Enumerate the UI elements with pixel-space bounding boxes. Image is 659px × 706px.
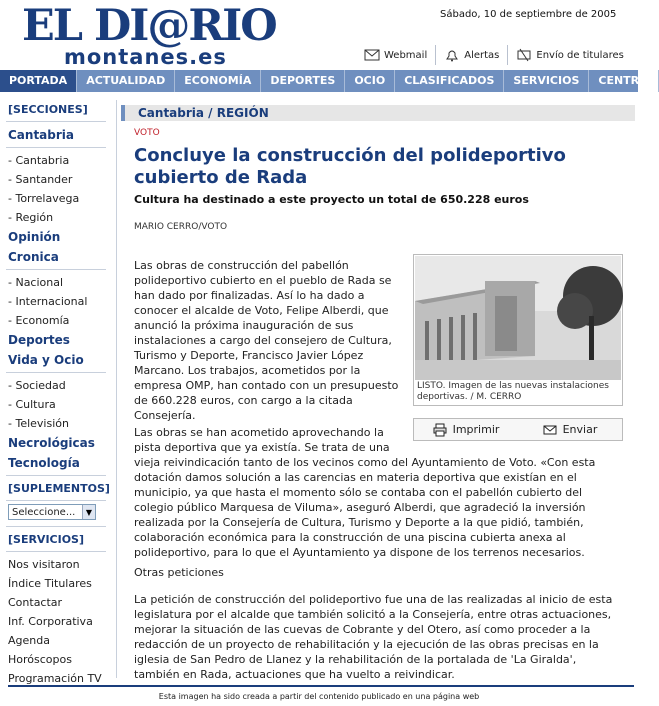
sidebar-item-torrelavega[interactable]: - Torrelavega [8, 192, 80, 205]
sidebar-item-nos-visitaron[interactable]: Nos visitaron [8, 558, 80, 571]
nav-centro[interactable]: CENTRO [589, 70, 658, 92]
nav-portada[interactable]: PORTADA [0, 70, 77, 92]
breadcrumb[interactable]: Cantabria / REGIÓN [138, 106, 269, 120]
photo-caption: LISTO. Imagen de las nuevas instalaciones deportivas. / M. CERRO [417, 381, 609, 402]
divider [6, 269, 106, 270]
nav-deportes[interactable]: DEPORTES [261, 70, 345, 92]
divider [6, 526, 106, 527]
article-photo [413, 254, 623, 406]
sidebar-cantabria[interactable]: Cantabria [8, 128, 74, 142]
divider [6, 121, 106, 122]
envio-titulares-link[interactable] [507, 45, 631, 65]
sidebar-necrologicas[interactable]: Necrológicas [8, 436, 95, 450]
sidebar-item-sociedad[interactable]: - Sociedad [8, 379, 66, 392]
article-paragraph-1: Las obras de construcción del pabellón polideportivo cubierto en el pueblo de Rada se han dado por finalizadas. Así lo ha dado a conocer el alcalde de Voto, Felipe Alberdi, que anunció la próxima inauguración de sus instalaciones a cargo del consejero de Cultura, Turismo y Deporte, Francisco Javier López Marcano. Los trabajos, acometidos por la empresa OMP, han contado con un presupuesto de 660.228 euros, con cargo a la citada Consejería. [134, 259, 399, 422]
footer-note: Esta imagen ha sido creada a partir del contenido publicado en una página web [158, 692, 480, 701]
divider [6, 372, 106, 373]
sidebar-deportes[interactable]: Deportes [8, 333, 70, 347]
divider [6, 551, 106, 552]
sidebar-item-economia[interactable]: - Economía [8, 314, 70, 327]
alertas-label: Alertas [464, 49, 500, 61]
article-section-heading: Otras peticiones [134, 566, 224, 579]
article-paragraph-3: La petición de construcción del polideportivo fue una de las realizadas al inicio de esta legislatura por el alcalde que también solicitó a la Consejería, entre otras actuaciones, mejorar la situación de las cuevas de Cobrante y del Otero, así como proceder a la redacción de un proyecto de rehabilitación y la ejecución de las obras precisas en la iglesia de San Pedro de Llanez y la rehabilitación de la portalada de 'La Giralda', también en Rada, actuaciones que ha vuelto a reivindicar. [134, 593, 613, 681]
site-header [0, 0, 638, 68]
sidebar-item-inf-corporativa[interactable]: Inf. Corporativa [8, 615, 93, 628]
sidebar-item-cultura[interactable]: - Cultura [8, 398, 56, 411]
article-paragraph-2-rest: vieja reivindicación tanto de los vecinos como del Ayuntamiento de Voto. «Con esta dotación damos solución a las carencias en materia deportiva que existían en el municipio, ya que hasta el momento sólo se contaba con el pabellón cubierto del colegio público Marquesa de Viluma», aseguró Alberdi, que agradeció la inversión realizada por la Consejería de Cultura, Turismo y Deporte a la que pidió, también, colaboración económica para la construcción de una piscina cubierta anexa al polideportivo, para lo que el Ayuntamiento ya dispone de los terrenos necesarios. [134, 456, 596, 559]
site-logo[interactable] [22, 1, 276, 69]
bell-icon [444, 48, 460, 62]
nav-economia[interactable]: ECONOMÍA [175, 70, 261, 92]
sidebar-vida-ocio[interactable]: Vida y Ocio [8, 353, 84, 367]
footer-divider [8, 685, 634, 687]
sidebar-item-cantabria[interactable]: - Cantabria [8, 154, 70, 167]
article-headline: Concluye la construcción del polideportivo cubierto de Rada [134, 145, 566, 188]
main-nav [0, 70, 649, 92]
webmail-link[interactable] [356, 45, 435, 65]
sidebar-item-internacional[interactable]: - Internacional [8, 295, 88, 308]
article-paragraph-2 [134, 425, 624, 560]
suplementos-select[interactable] [8, 504, 96, 520]
sidebar-opinion[interactable]: Opinión [8, 230, 61, 244]
suplementos-title: [SUPLEMENTOS] [8, 482, 110, 495]
send-label: Enviar [562, 423, 598, 436]
article-kicker: VOTO [134, 128, 160, 138]
logo-top-text: EL DI@RIO [22, 1, 276, 51]
webmail-label: Webmail [384, 49, 428, 61]
secciones-title: [SECCIONES] [8, 103, 88, 116]
select-value: Seleccione... [12, 506, 76, 518]
sidebar [0, 100, 112, 688]
article-paragraph-2-lead: Las obras se han acometido aprovechando la pista deportiva que ya existía. Se trata de una [134, 426, 390, 454]
print-label: Imprimir [452, 423, 500, 436]
divider [6, 500, 106, 501]
sidebar-item-nacional[interactable]: - Nacional [8, 276, 64, 289]
sidebar-divider [116, 100, 117, 678]
alertas-link[interactable] [435, 45, 507, 65]
nav-servicios[interactable]: SERVICIOS [504, 70, 589, 92]
sidebar-item-santander[interactable]: - Santander [8, 173, 73, 186]
sidebar-item-indice-titulares[interactable]: Índice Titulares [8, 577, 92, 590]
nav-ocio[interactable]: OCIO [345, 70, 395, 92]
header-tools [356, 44, 632, 66]
sidebar-cronica[interactable]: Cronica [8, 250, 59, 264]
sidebar-item-programacion-tv[interactable]: Programación TV [8, 672, 102, 685]
divider [6, 475, 106, 476]
building-photo [415, 256, 621, 380]
envio-label: Envío de titulares [536, 49, 624, 61]
nav-clasificados[interactable]: CLASIFICADOS [395, 70, 504, 92]
current-date: Sábado, 10 de septiembre de 2005 [440, 9, 617, 20]
sidebar-tecnologia[interactable]: Tecnología [8, 456, 80, 470]
nav-actualidad[interactable]: ACTUALIDAD [77, 70, 175, 92]
sidebar-item-television[interactable]: - Televisión [8, 417, 69, 430]
mail-icon [364, 48, 380, 62]
article-subheadline: Cultura ha destinado a este proyecto un total de 650.228 euros [134, 193, 529, 206]
sidebar-item-region[interactable]: - Región [8, 211, 54, 224]
send-icon [516, 48, 532, 62]
divider [6, 147, 106, 148]
sidebar-item-agenda[interactable]: Agenda [8, 634, 50, 647]
article-byline: MARIO CERRO/VOTO [134, 222, 228, 232]
logo-bottom-text: montanes.es [64, 45, 227, 69]
chevron-down-icon: ▼ [82, 505, 95, 519]
sidebar-item-horoscopos[interactable]: Horóscopos [8, 653, 72, 666]
sidebar-item-contactar[interactable]: Contactar [8, 596, 63, 609]
servicios-title: [SERVICIOS] [8, 533, 85, 546]
